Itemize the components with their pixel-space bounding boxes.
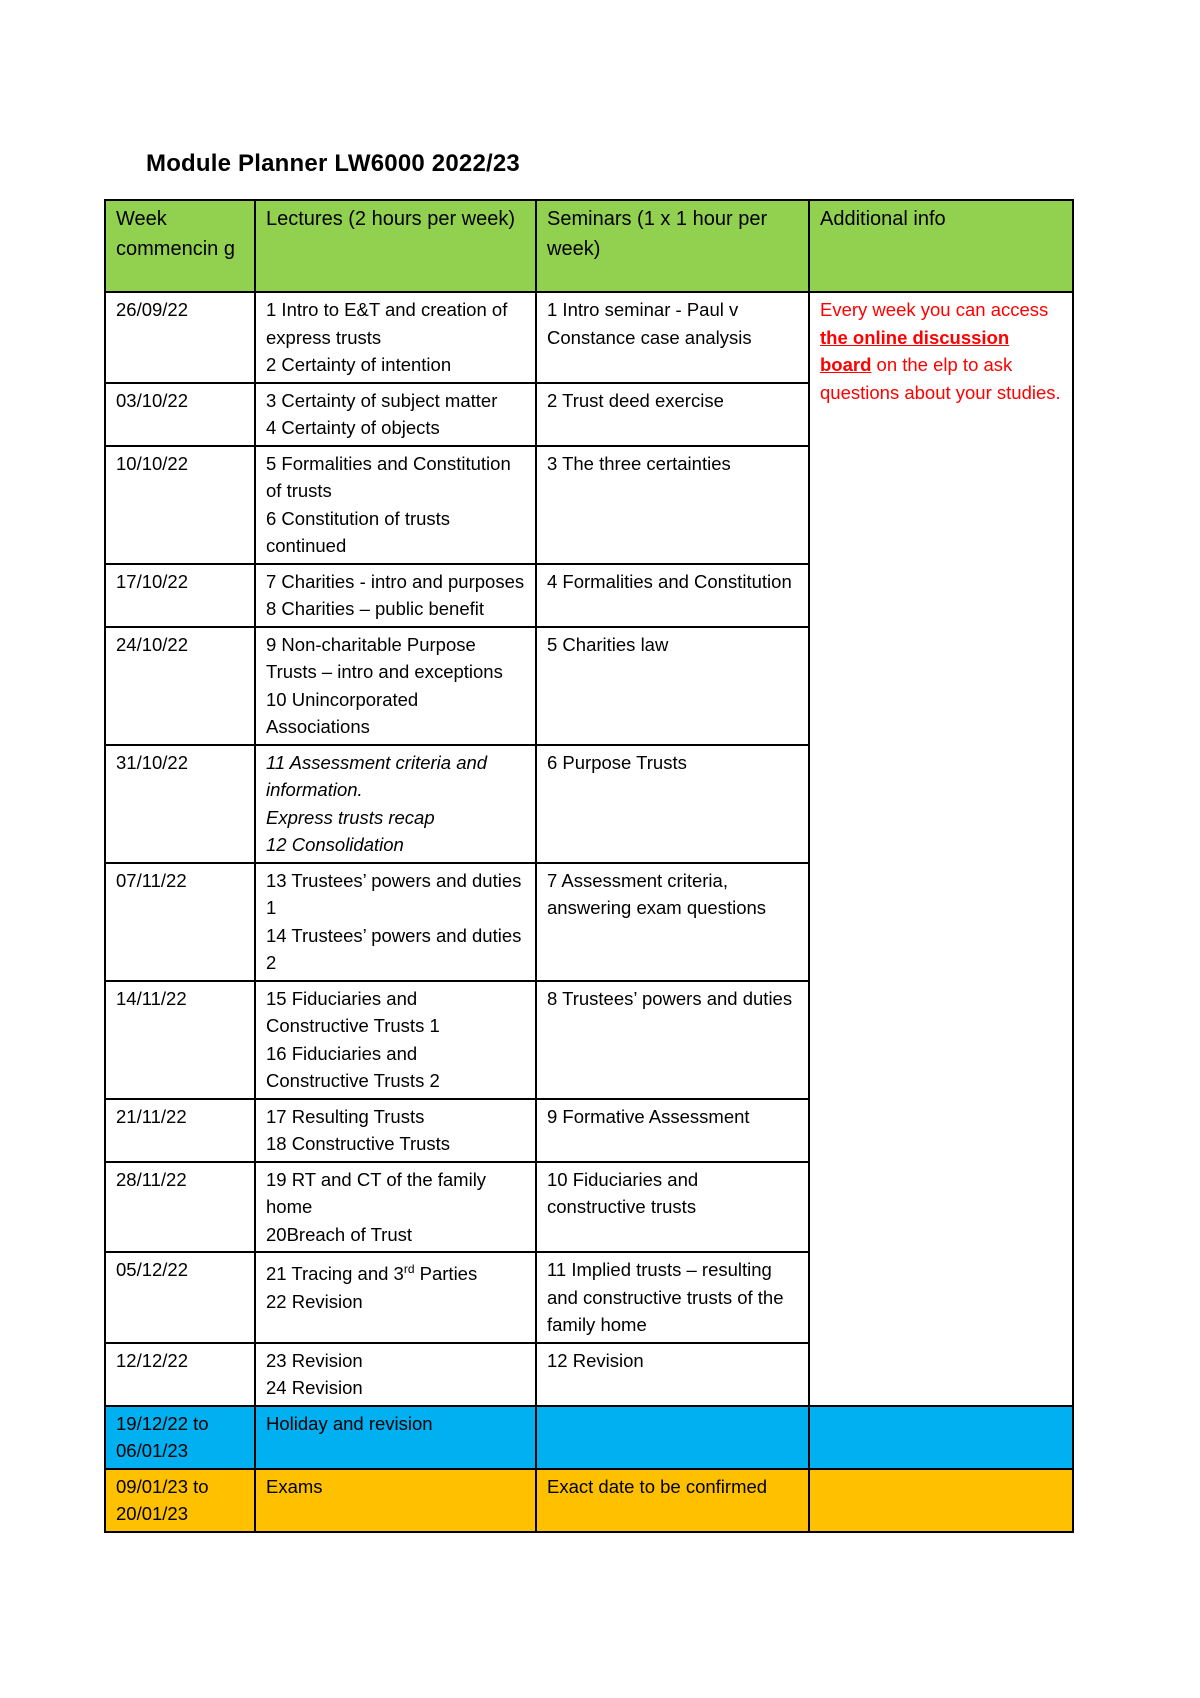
- week-cell: 12/12/22: [105, 1343, 255, 1406]
- lecture-item: 6 Constitution of trusts continued: [266, 507, 451, 556]
- header-seminars: Seminars (1 x 1 hour per week): [536, 200, 809, 292]
- lectures-cell: [255, 383, 536, 446]
- week-cell: 28/11/22: [105, 1162, 255, 1253]
- week-cell: 26/09/22: [105, 292, 255, 383]
- exams-row: [105, 1469, 1073, 1532]
- module-planner-table: [104, 199, 1074, 1533]
- week-cell: 05/12/22: [105, 1252, 255, 1343]
- lecture-item: 8 Charities – public benefit: [266, 598, 485, 619]
- seminar-cell: 2 Trust deed exercise: [536, 383, 809, 446]
- seminar-cell: 1 Intro seminar - Paul v Constance case analysis: [536, 292, 809, 383]
- week-cell: 09/01/23 to 20/01/23: [105, 1469, 255, 1532]
- lecture-item: 23 Revision: [266, 1349, 363, 1371]
- lecture-item: 1 Intro to E&T and creation of express trusts: [266, 299, 508, 348]
- lecture-item: 14 Trustees’ powers and duties 2: [266, 924, 522, 973]
- week-cell: 07/11/22: [105, 863, 255, 981]
- lectures-cell: Holiday and revision: [255, 1406, 536, 1469]
- lecture-item: 18 Constructive Trusts: [266, 1133, 451, 1154]
- header-additional-info: Additional info: [809, 200, 1073, 292]
- table-row: [105, 292, 1073, 383]
- lecture-item: 13 Trustees’ powers and duties 1: [266, 869, 522, 918]
- seminar-cell: 10 Fiduciaries and constructive trusts: [536, 1162, 809, 1253]
- lectures-cell: [255, 1343, 536, 1406]
- lecture-item: 2 Certainty of intention: [266, 354, 452, 375]
- additional-info-cell: [809, 1469, 1073, 1532]
- week-cell: 17/10/22: [105, 564, 255, 627]
- week-cell: 31/10/22: [105, 745, 255, 863]
- week-cell: 21/11/22: [105, 1099, 255, 1162]
- lecture-item: 12 Consolidation: [266, 834, 404, 855]
- seminar-cell: 11 Implied trusts – resulting and constructive trusts of the family home: [536, 1252, 809, 1343]
- page-title: Module Planner LW6000 2022/23: [146, 150, 520, 177]
- week-cell: 14/11/22: [105, 981, 255, 1099]
- lecture-item: 16 Fiduciaries and Constructive Trusts 2: [266, 1042, 440, 1091]
- additional-info-cell: [809, 1406, 1073, 1469]
- seminar-cell: 12 Revision: [536, 1343, 809, 1406]
- lectures-cell: [255, 745, 536, 863]
- lecture-item: 11 Assessment criteria and information.: [266, 751, 488, 800]
- lectures-cell: [255, 981, 536, 1099]
- additional-info-cell: [809, 292, 1073, 1406]
- seminar-cell: 3 The three certainties: [536, 446, 809, 564]
- info-text-before: Every week you can access: [820, 299, 1049, 320]
- seminar-cell: 8 Trustees’ powers and duties: [536, 981, 809, 1099]
- table-body: [105, 292, 1073, 1532]
- holiday-row: [105, 1406, 1073, 1469]
- lectures-cell: [255, 292, 536, 383]
- seminar-cell: 6 Purpose Trusts: [536, 745, 809, 863]
- lectures-cell: [255, 627, 536, 745]
- lectures-cell: Exams: [255, 1469, 536, 1532]
- lectures-cell: [255, 863, 536, 981]
- table-header-row: [105, 200, 1073, 292]
- lecture-item: 19 RT and CT of the family home: [266, 1168, 487, 1217]
- lecture-item: 21 Tracing and 3rd Parties: [266, 1262, 478, 1285]
- superscript: rd: [403, 1262, 415, 1276]
- seminar-cell: 4 Formalities and Constitution: [536, 564, 809, 627]
- seminar-cell: Exact date to be confirmed: [536, 1469, 809, 1532]
- lecture-item: 22 Revision: [266, 1290, 363, 1312]
- discussion-board-link[interactable]: the online discussion board: [820, 326, 1010, 375]
- week-cell: 19/12/22 to 06/01/23: [105, 1406, 255, 1469]
- lectures-cell: [255, 564, 536, 627]
- lecture-item: 10 Unincorporated Associations: [266, 688, 419, 737]
- lectures-cell: [255, 1099, 536, 1162]
- seminar-cell: 9 Formative Assessment: [536, 1099, 809, 1162]
- lectures-cell: [255, 1252, 536, 1343]
- lecture-item: 7 Charities - intro and purposes: [266, 570, 525, 592]
- seminar-cell: 5 Charities law: [536, 627, 809, 745]
- lecture-item: 5 Formalities and Constitution of trusts: [266, 452, 511, 501]
- week-cell: 10/10/22: [105, 446, 255, 564]
- lecture-item: 15 Fiduciaries and Constructive Trusts 1: [266, 987, 440, 1036]
- info-text-after: on the elp to ask questions about your studies.: [820, 354, 1061, 403]
- lecture-item: 3 Certainty of subject matter: [266, 389, 498, 411]
- week-cell: 24/10/22: [105, 627, 255, 745]
- header-lectures: Lectures (2 hours per week): [255, 200, 536, 292]
- lectures-cell: [255, 446, 536, 564]
- week-cell: 03/10/22: [105, 383, 255, 446]
- lecture-item: 17 Resulting Trusts: [266, 1105, 425, 1127]
- lecture-item: 24 Revision: [266, 1377, 363, 1398]
- seminar-cell: 7 Assessment criteria, answering exam questions: [536, 863, 809, 981]
- lecture-item: 20Breach of Trust: [266, 1223, 413, 1245]
- seminar-cell: [536, 1406, 809, 1469]
- lecture-item: 4 Certainty of objects: [266, 417, 440, 438]
- header-week: Week commencin g: [105, 200, 255, 292]
- lecture-item: 9 Non-charitable Purpose Trusts – intro and exceptions: [266, 633, 503, 682]
- lecture-item: Express trusts recap: [266, 806, 435, 828]
- lectures-cell: [255, 1162, 536, 1253]
